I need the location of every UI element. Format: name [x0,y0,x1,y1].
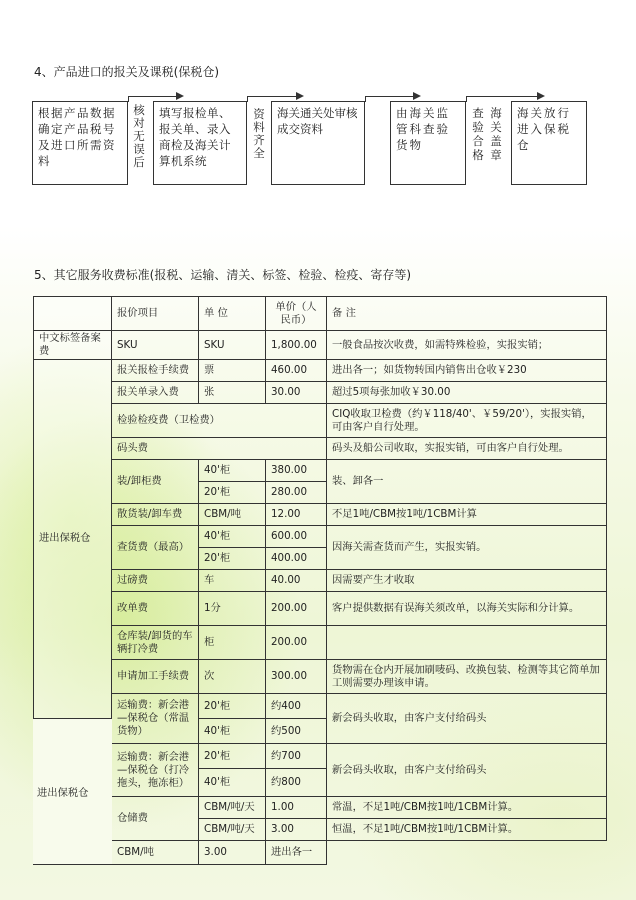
step-fill-declaration: 填写报检单、报关单、录入商检及海关计算机系统 [153,101,247,185]
table-row: 查货费（最高） 40'柜 600.00 因海关需查货而产生，实报实销。 [34,526,607,548]
step-inspection: 由海关监管科查验货物 [390,101,466,185]
table-row: 20'柜 400.00 [34,548,607,570]
step-determine-tariff: 根据产品数据确定产品税号及进口所需资料 [32,101,128,185]
header-price: 单价（人民币） [266,297,327,331]
section-4-title: 4、产品进口的报关及课税(保税仓) [34,65,219,79]
step-verify-label: 核对无误后 [133,103,145,169]
arrow-1 [128,96,182,97]
arrow-3 [365,96,419,97]
table-row: 仓储费 CBM/吨/天 1.00 常温，不足1吨/CBM按1吨/1CBM计算。 [34,797,607,819]
table-header-row [34,297,607,331]
table-row: 码头费 码头及船公司收取，实报实销，可由客户自行处理。 [34,438,607,460]
table-row: 过磅费 车 40.00 因需要产生才收取 [34,570,607,592]
table-row: 检验检疫费（卫检费） CIQ收取卫检费（约￥118/40'、￥59/20'），实报实销，可由客户自行处理。 [34,404,607,438]
table-row: 申请加工手续费 次 300.00 货物需在仓内开展加刷唛码、改换包装、检测等其它简单加工则需要办理该申请。 [34,660,607,694]
table-row: CBM/吨/天 3.00 恒温，不足1吨/CBM按1吨/1CBM计算。 [34,819,607,841]
step-docs-complete-label: 资料齐全 [253,107,265,160]
arrow-2 [247,96,302,97]
table-row: 中文标签备案费 SKU SKU 1,800.00 一般食品按次收费，如需特殊检验，实报实销； [34,331,607,360]
arrow-4 [466,96,543,97]
table-row: CBM/吨 3.00 进出各一 [34,841,607,865]
table-row: 进出保税仓 报关报检手续费 票 460.00 进出各一；如货物转国内销售出仓收￥230 [34,360,607,382]
step-inspection-pass-label: 查验合格 [472,106,484,162]
table-row: 运输费：新会港—保税仓（常温货物） 20'柜 约400 新会码头收取，由客户支付给码头 [34,694,607,719]
header-unit: 单 位 [199,297,266,331]
step-release-to-warehouse: 海关放行进入保税仓 [511,101,587,185]
step-customs-seal-label: 海关盖章 [490,106,502,162]
table-row: 报关单录入费 张 30.00 超过5项每张加收￥30.00 [34,382,607,404]
category-in-warehouse: 进出保税仓 [34,360,112,841]
table-row: 散货装/卸车费 CBM/吨 12.00 不足1吨/CBM按1吨/1CBM计算 [34,504,607,526]
header-item: 报价项目 [112,297,199,331]
table-row: 20'柜 280.00 [34,482,607,504]
section-5-title: 5、其它服务收费标准(报税、运输、清关、标签、检验、检疫、寄存等) [34,268,412,282]
table-row: 改单费 1分 200.00 客户提供数据有误海关须改单，以海关实际和分计算。 [34,592,607,626]
fee-table [33,296,607,865]
table-row: 仓库装/卸货的车辆打冷费 柜 200.00 [34,626,607,660]
table-row: 40'柜 约800 [34,769,607,797]
header-note: 备 注 [327,297,607,331]
step-customs-review: 海关通关处审核成交资料 [271,101,365,185]
table-row: 运输费：新会港—保税仓（打冷拖头，拖冻柜） 20'柜 约700 新会码头收取，由客户支付给码头 [34,744,607,769]
table-row: 装/卸柜费 40'柜 380.00 装、卸各一 [34,460,607,482]
table-row: 40'柜 约500 [34,719,607,744]
category-out-warehouse: 进出保税仓 [33,719,112,864]
